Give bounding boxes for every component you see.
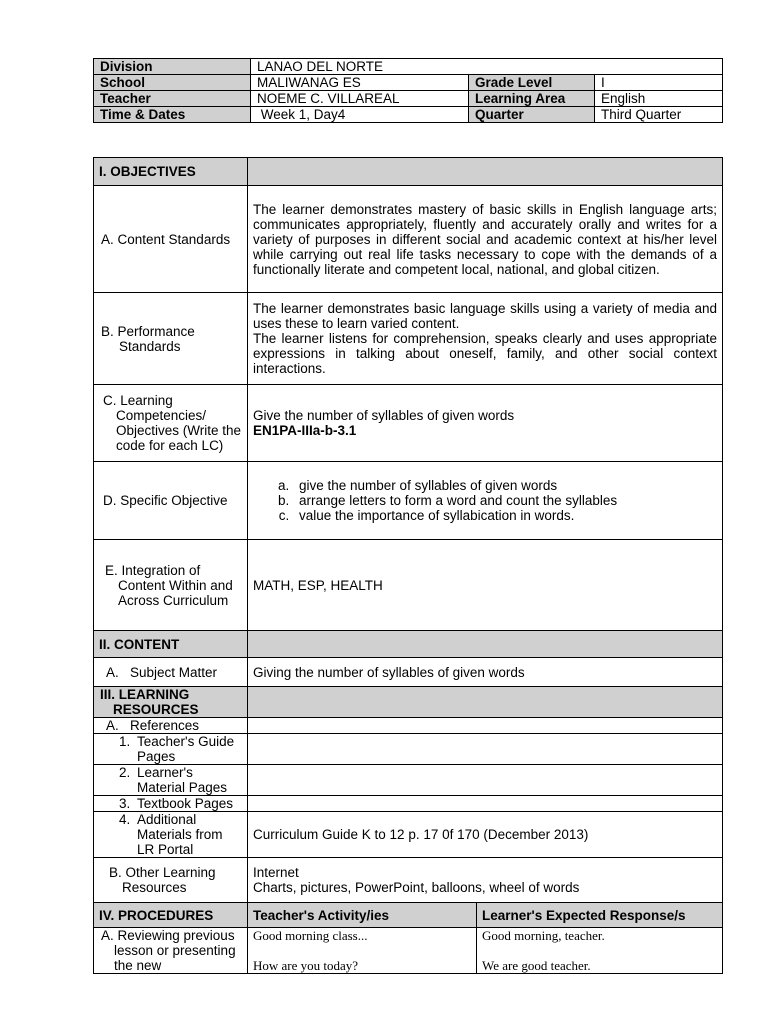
specific-objective-list: [253, 478, 717, 523]
subject-matter-text: Giving the number of syllables of given words: [248, 658, 723, 687]
learner-line-1: Good morning, teacher.: [482, 928, 605, 943]
content-standards-label: A. Content Standards: [94, 186, 248, 293]
procedures-heading: IV. PROCEDURES: [94, 903, 248, 928]
performance-standards-para-1: The learner demonstrates basic language skills using a variety of media and uses these to learn varied content.: [253, 301, 717, 331]
reference-item-number: 4.: [119, 812, 131, 827]
reference-item-label: Additional Materials from LR Portal: [137, 812, 223, 857]
teacher-activity-header: Teacher's Activity/ies: [248, 903, 477, 928]
reference-item-teachers-guide: [94, 734, 248, 765]
content-standards-text: The learner demonstrates mastery of basic skills in English language arts; communicates appropriately, fluently and accurately orally and writes for a variety of purposes in different social and academic context at his/her level while carrying out real life tasks necessary to cope with the demands of a functionally literate and competent local, national, and global citizen.: [248, 186, 723, 293]
reference-item-textbook: [94, 796, 248, 812]
reference-item-value: [248, 796, 723, 812]
resources-heading-blank: [248, 687, 723, 718]
content-heading-blank: [248, 631, 723, 658]
teacher-activity-cell: [248, 928, 477, 974]
reference-item-value: [248, 765, 723, 796]
other-resources-label: B. Other Learning Resources: [94, 858, 248, 903]
learning-area-label: Learning Area: [469, 91, 595, 107]
integration-label: E. Integration of Content Within and Across Curriculum: [94, 540, 248, 631]
quarter-value: Third Quarter: [595, 107, 723, 123]
objectives-heading-blank: [248, 158, 723, 186]
reference-item-label: Textbook Pages: [137, 796, 234, 811]
lesson-plan-table: [93, 157, 723, 974]
reference-item-number: 3.: [119, 796, 131, 811]
division-value: LANAO DEL NORTE: [251, 59, 723, 75]
specific-objective-item: c. value the importance of syllabication in words.: [293, 508, 717, 523]
time-dates-label: Time & Dates: [94, 107, 251, 123]
reference-item-number: 2.: [119, 765, 131, 780]
grade-level-label: Grade Level: [469, 75, 595, 91]
competencies-cell: [248, 385, 723, 462]
reference-item-additional-materials: [94, 812, 248, 858]
performance-standards-label-line1: B. Performance: [101, 323, 195, 339]
reviewing-label: A. Reviewing previous lesson or presenting the new: [94, 928, 248, 974]
integration-text: MATH, ESP, HEALTH: [248, 540, 723, 631]
reference-item-label: Learner's Material Pages: [137, 765, 228, 795]
other-resources-cell: [248, 858, 723, 903]
school-value: MALIWANAG ES: [251, 75, 469, 91]
performance-standards-label: [94, 293, 248, 385]
specific-objective-item: b. arrange letters to form a word and count the syllables: [293, 493, 717, 508]
references-label: A. References: [94, 718, 248, 734]
performance-standards-label-line2: Standards: [119, 338, 181, 354]
teacher-label: Teacher: [94, 91, 251, 107]
competencies-code: EN1PA-IIIa-b-3.1: [253, 423, 357, 438]
reference-item-number: 1.: [119, 734, 131, 749]
performance-standards-para-2: The learner listens for comprehension, speaks clearly and uses appropriate expressions in talking about oneself, family, and other social context interactions.: [253, 331, 717, 376]
subject-matter-label: A. Subject Matter: [94, 658, 248, 687]
learner-line-2: We are good teacher.: [482, 958, 591, 973]
quarter-label: Quarter: [469, 107, 595, 123]
reference-item-learners-material: [94, 765, 248, 796]
resources-heading: III. LEARNING RESOURCES: [94, 687, 248, 718]
references-value: [248, 718, 723, 734]
other-resources-line-2: Charts, pictures, PowerPoint, balloons, wheel of words: [253, 880, 580, 895]
reference-item-label: Teacher's Guide Pages: [137, 734, 235, 764]
specific-objective-label: D. Specific Objective: [94, 462, 248, 540]
teacher-value: NOEME C. VILLAREAL: [251, 91, 469, 107]
time-dates-value: Week 1, Day4: [251, 107, 469, 123]
specific-objective-cell: [248, 462, 723, 540]
performance-standards-text: [248, 293, 723, 385]
learner-response-cell: [477, 928, 723, 974]
grade-level-value: I: [595, 75, 723, 91]
competencies-text: Give the number of syllables of given words: [253, 408, 515, 423]
specific-objective-item: a. give the number of syllables of given words: [293, 478, 717, 493]
learner-response-header: Learner's Expected Response/s: [477, 903, 723, 928]
school-label: School: [94, 75, 251, 91]
teacher-line-1: Good morning class...: [253, 928, 368, 943]
reference-item-value: Curriculum Guide K to 12 p. 17 0f 170 (December 2013): [248, 812, 723, 858]
objectives-heading: I. OBJECTIVES: [94, 158, 248, 186]
lesson-info-table: [93, 58, 723, 123]
content-heading: II. CONTENT: [94, 631, 248, 658]
teacher-line-2: How are you today?: [253, 958, 359, 973]
learning-area-value: English: [595, 91, 723, 107]
reference-item-value: [248, 734, 723, 765]
other-resources-line-1: Internet: [253, 865, 299, 880]
division-label: Division: [94, 59, 251, 75]
competencies-label: C. Learning Competencies/ Objectives (Write the code for each LC): [94, 385, 248, 462]
